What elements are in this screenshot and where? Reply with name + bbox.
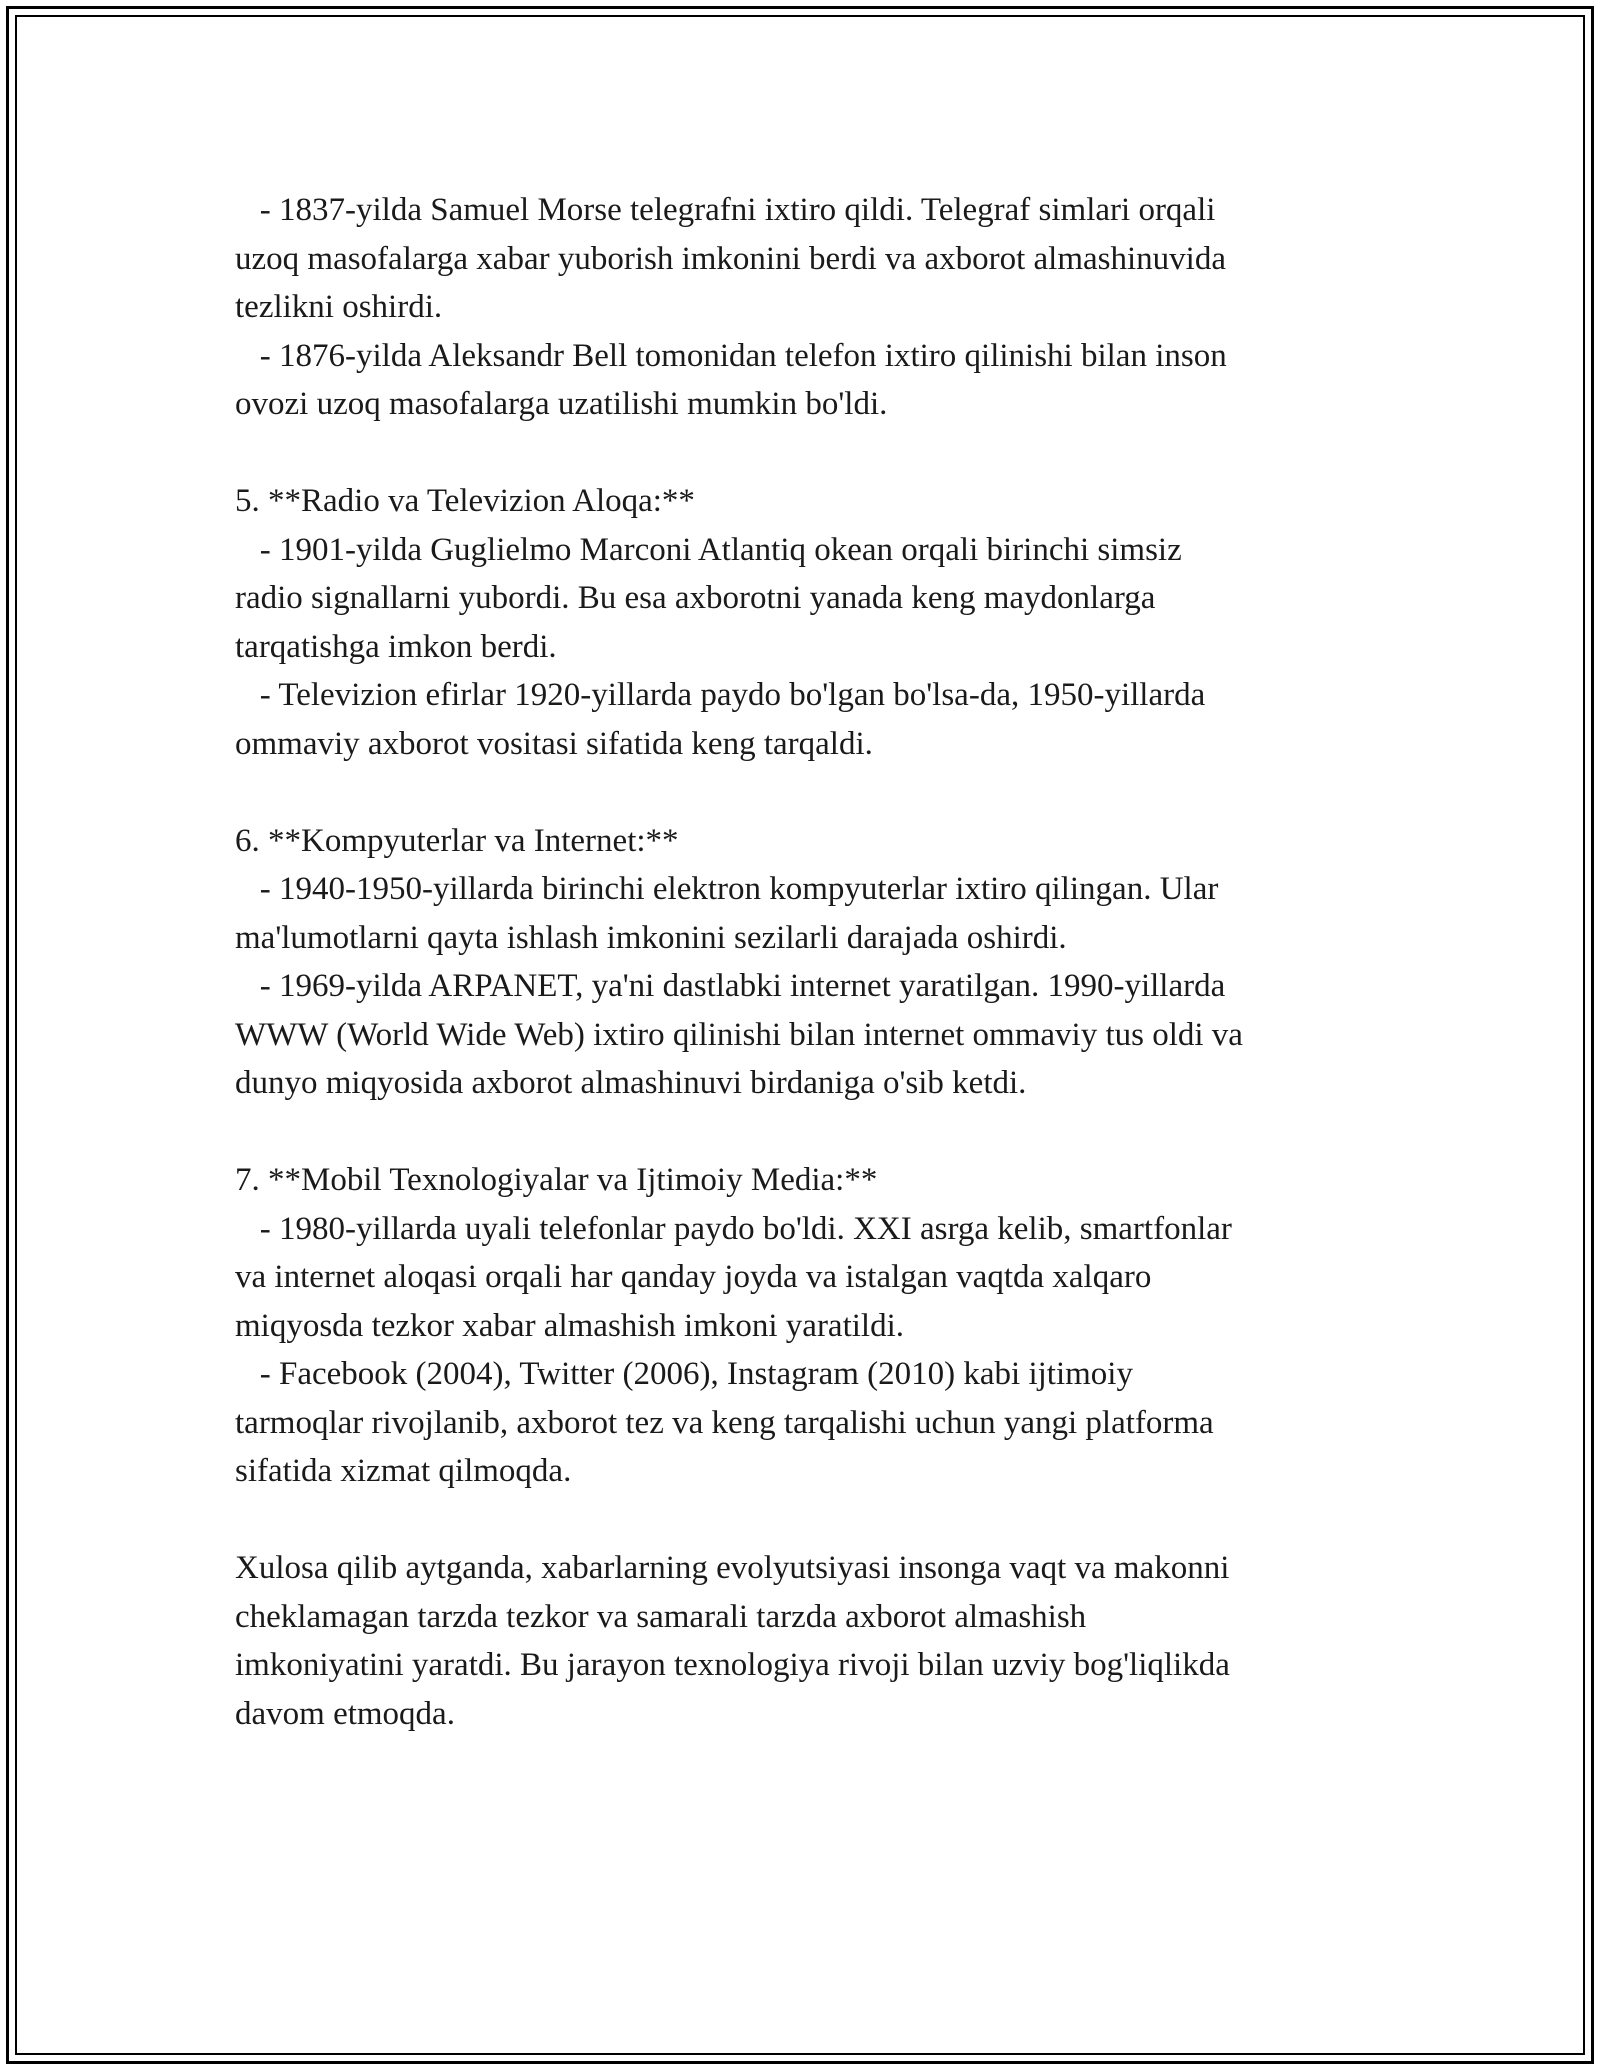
text-line: uzoq masofalarga xabar yuborish imkonini berdi va axborot almashinuvida [235, 240, 1226, 277]
text-line: WWW (World Wide Web) ixtiro qilinishi bilan internet ommaviy tus oldi va [235, 1016, 1243, 1053]
text-line: ma'lumotlarni qayta ishlash imkonini sezilarli darajada oshirdi. [235, 919, 1067, 956]
section-heading: 6. **Kompyuterlar va Internet:** [235, 822, 679, 859]
section-heading: 5. **Radio va Televizion Aloqa:** [235, 483, 695, 519]
text-line: ommaviy axborot vositasi sifatida keng tarqaldi. [235, 725, 873, 762]
text-line: - 1901-yilda Guglielmo Marconi Atlantiq okean orqali birinchi simsiz [235, 531, 1182, 568]
paragraph-gap [235, 1108, 1375, 1157]
text-line: miqyosda tezkor xabar almashish imkoni yaratildi. [235, 1307, 905, 1344]
paragraph-gap [235, 1496, 1375, 1545]
section-radio-television [235, 477, 1375, 768]
text-line: - 1969-yilda ARPANET, ya'ni dastlabki internet yaratilgan. 1990-yillarda [235, 968, 1226, 1004]
text-line: ovozi uzoq masofalarga uzatilishi mumkin bo'ldi. [235, 386, 888, 422]
paragraph-conclusion [235, 1544, 1375, 1738]
text-line: - Facebook (2004), Twitter (2006), Instagram (2010) kabi ijtimoiy [235, 1356, 1133, 1392]
section-computers-internet [235, 817, 1375, 1108]
section-heading: 7. **Mobil Texnologiyalar va Ijtimoiy Media:** [235, 1162, 878, 1198]
section-mobile-social-media [235, 1156, 1375, 1496]
text-line: va internet aloqasi orqali har qanday joyda va istalgan vaqtda xalqaro [235, 1259, 1152, 1295]
text-line: tezlikni oshirdi. [235, 289, 443, 325]
text-line: tarqatishga imkon berdi. [235, 628, 557, 665]
document-body [235, 186, 1375, 1738]
text-line: tarmoqlar rivojlanib, axborot tez va keng tarqalishi uchun yangi platforma [235, 1404, 1214, 1441]
text-line: radio signallarni yubordi. Bu esa axborotni yanada keng maydonlarga [235, 580, 1156, 616]
text-line: - 1980-yillarda uyali telefonlar paydo bo'ldi. XXI asrga kelib, smartfonlar [235, 1210, 1232, 1247]
paragraph-telegraph-telephone [235, 186, 1375, 429]
text-line: davom etmoqda. [235, 1695, 455, 1732]
text-line: - 1940-1950-yillarda birinchi elektron kompyuterlar ixtiro qilingan. Ular [235, 871, 1219, 907]
text-line: sifatida xizmat qilmoqda. [235, 1453, 572, 1489]
text-line: Xulosa qilib aytganda, xabarlarning evolyutsiyasi insonga vaqt va makonni [235, 1550, 1230, 1586]
text-line: - Televizion efirlar 1920-yillarda paydo bo'lgan bo'lsa-da, 1950-yillarda [235, 677, 1206, 713]
paragraph-gap [235, 768, 1375, 817]
text-line: imkoniyatini yaratdi. Bu jarayon texnologiya rivoji bilan uzviy bog'liqlikda [235, 1647, 1230, 1683]
text-line: - 1876-yilda Aleksandr Bell tomonidan telefon ixtiro qilinishi bilan inson [235, 337, 1227, 374]
text-line: - 1837-yilda Samuel Morse telegrafni ixtiro qildi. Telegraf simlari orqali [235, 192, 1216, 228]
paragraph-gap [235, 429, 1375, 478]
text-line: cheklamagan tarzda tezkor va samarali tarzda axborot almashish [235, 1598, 1087, 1635]
text-line: dunyo miqyosida axborot almashinuvi birdaniga o'sib ketdi. [235, 1065, 1027, 1101]
